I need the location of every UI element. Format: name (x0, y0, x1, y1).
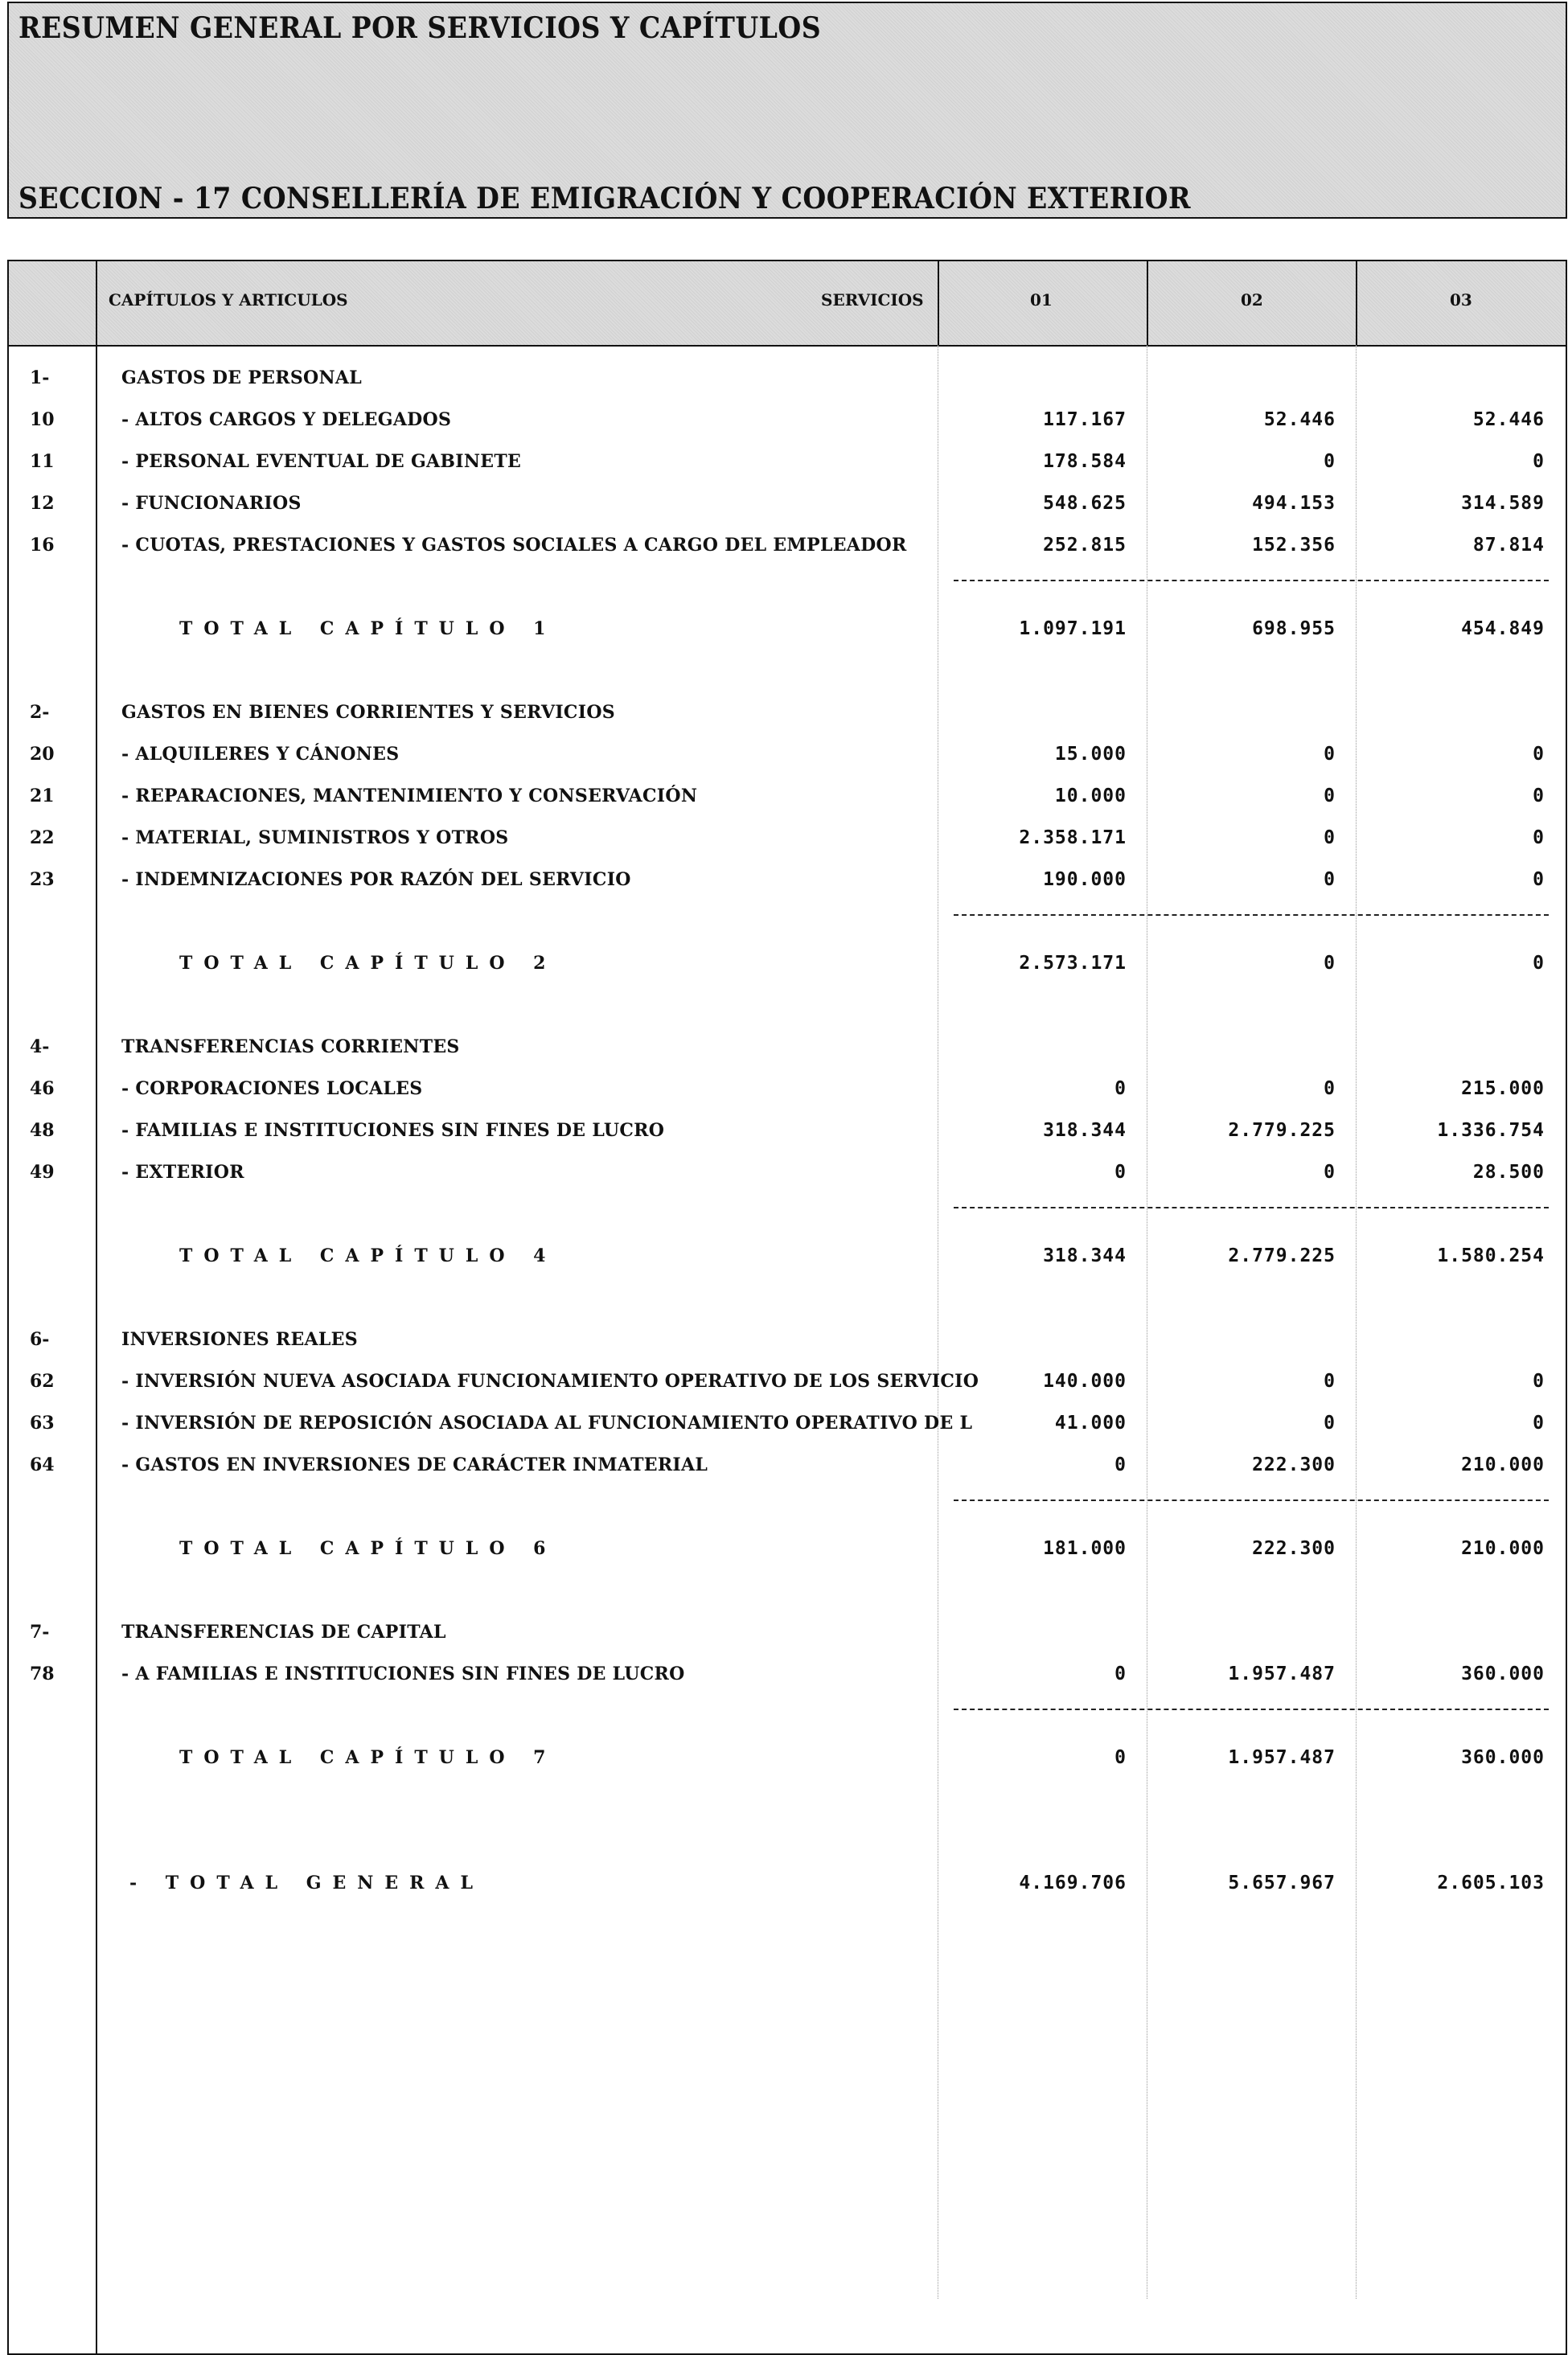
value-service-01: 252.815 (1043, 535, 1127, 556)
chapter-row (9, 1622, 1566, 1646)
table-row (9, 1371, 1566, 1395)
row-description: - PERSONAL EVENTUAL DE GABINETE (121, 451, 522, 472)
row-description: - EXTERIOR (121, 1162, 244, 1183)
row-description: TOTAL CAPÍTULO 1 (179, 618, 557, 639)
grand-row (9, 1873, 1566, 1897)
table-body (9, 261, 1566, 2353)
value-service-01: 41.000 (1054, 1413, 1127, 1434)
total-row (9, 1245, 1566, 1270)
row-code: 6- (30, 1329, 50, 1350)
row-code: 10 (30, 409, 55, 430)
row-description: - ALQUILERES Y CÁNONES (121, 744, 400, 765)
row-description: - ALTOS CARGOS Y DELEGADOS (121, 409, 452, 430)
table-row (9, 744, 1566, 768)
row-description: - REPARACIONES, MANTENIMIENTO Y CONSERVACIÓN (121, 786, 698, 806)
value-service-01: 117.167 (1043, 409, 1127, 430)
value-service-01: 548.625 (1043, 493, 1127, 514)
value-service-01: 0 (1114, 1454, 1127, 1475)
row-code: 78 (30, 1664, 55, 1684)
row-description: - MATERIAL, SUMINISTROS Y OTROS (121, 827, 509, 848)
value-service-01: 140.000 (1043, 1371, 1127, 1392)
row-description: - TOTAL GENERAL (129, 1873, 484, 1893)
value-service-01: 190.000 (1043, 869, 1127, 890)
subtotal-separator (954, 1207, 1549, 1208)
row-description: - CUOTAS, PRESTACIONES Y GASTOS SOCIALES A CARGO DEL EMPLEADOR (121, 535, 907, 556)
table-row (9, 1120, 1566, 1144)
table-row (9, 535, 1566, 559)
total-row (9, 618, 1566, 642)
value-service-01: 0 (1114, 1162, 1127, 1183)
value-service-03: 360.000 (1461, 1747, 1545, 1768)
row-description: - INVERSIÓN NUEVA ASOCIADA FUNCIONAMIENTO OPERATIVO DE LOS SERVICIO (121, 1371, 979, 1392)
value-service-01: 0 (1114, 1664, 1127, 1684)
row-code: 11 (30, 451, 55, 472)
row-description: TRANSFERENCIAS CORRIENTES (121, 1036, 460, 1057)
value-service-02: 0 (1324, 953, 1336, 974)
value-service-02: 0 (1324, 1078, 1336, 1099)
row-code: 64 (30, 1454, 55, 1475)
table-row (9, 1454, 1566, 1479)
column-header-01: 01 (1030, 290, 1053, 310)
value-service-03: 0 (1533, 869, 1545, 890)
subtotal-separator (954, 1709, 1549, 1710)
value-service-03: 0 (1533, 827, 1545, 848)
chapter-row (9, 367, 1566, 392)
column-header-03: 03 (1450, 290, 1472, 310)
table-row (9, 451, 1566, 475)
value-service-01: 178.584 (1043, 451, 1127, 472)
value-service-03: 454.849 (1461, 618, 1545, 639)
value-service-03: 0 (1533, 451, 1545, 472)
table-row (9, 1162, 1566, 1186)
table-row (9, 1078, 1566, 1102)
value-service-03: 0 (1533, 1371, 1545, 1392)
value-service-02: 0 (1324, 1162, 1336, 1183)
value-service-01: 0 (1114, 1747, 1127, 1768)
chapter-row (9, 1036, 1566, 1061)
chapters-header-label: CAPÍTULOS Y ARTICULOS (109, 290, 348, 310)
value-service-02: 2.779.225 (1228, 1120, 1336, 1141)
table-row (9, 827, 1566, 851)
row-code: 1- (30, 367, 50, 388)
value-service-02: 0 (1324, 827, 1336, 848)
row-description: TOTAL CAPÍTULO 7 (179, 1747, 557, 1768)
value-service-02: 222.300 (1252, 1538, 1336, 1559)
row-description: GASTOS DE PERSONAL (121, 367, 363, 388)
value-service-02: 1.957.487 (1228, 1747, 1336, 1768)
value-service-02: 0 (1324, 451, 1336, 472)
total-row (9, 953, 1566, 977)
value-service-02: 0 (1324, 786, 1336, 806)
value-service-01: 10.000 (1054, 786, 1127, 806)
services-header-label: SERVICIOS (821, 290, 924, 310)
table-row (9, 869, 1566, 893)
value-service-03: 0 (1533, 1413, 1545, 1434)
value-service-03: 2.605.103 (1437, 1873, 1545, 1893)
row-description: TOTAL CAPÍTULO 4 (179, 1245, 557, 1266)
row-code: 2- (30, 702, 50, 723)
row-description: GASTOS EN BIENES CORRIENTES Y SERVICIOS (121, 702, 615, 723)
value-service-01: 1.097.191 (1019, 618, 1127, 639)
total-row (9, 1747, 1566, 1771)
row-description: INVERSIONES REALES (121, 1329, 358, 1350)
row-description: - CORPORACIONES LOCALES (121, 1078, 423, 1099)
value-service-03: 52.446 (1472, 409, 1545, 430)
row-code: 22 (30, 827, 55, 848)
row-description: - FUNCIONARIOS (121, 493, 302, 514)
value-service-01: 2.573.171 (1019, 953, 1127, 974)
row-code: 20 (30, 744, 55, 765)
value-service-03: 1.336.754 (1437, 1120, 1545, 1141)
table-row (9, 786, 1566, 810)
value-service-02: 0 (1324, 869, 1336, 890)
subtotal-separator (954, 914, 1549, 916)
value-service-01: 15.000 (1054, 744, 1127, 765)
row-description: - GASTOS EN INVERSIONES DE CARÁCTER INMATERIAL (121, 1454, 708, 1475)
subtotal-separator (954, 580, 1549, 581)
row-description: - INVERSIÓN DE REPOSICIÓN ASOCIADA AL FUNCIONAMIENTO OPERATIVO DE L (121, 1413, 973, 1434)
table-row (9, 1413, 1566, 1437)
row-description: TOTAL CAPÍTULO 2 (179, 953, 557, 974)
budget-table (7, 260, 1567, 2355)
row-description: - FAMILIAS E INSTITUCIONES SIN FINES DE LUCRO (121, 1120, 665, 1141)
value-service-01: 318.344 (1043, 1245, 1127, 1266)
column-header-02: 02 (1241, 290, 1263, 310)
value-service-03: 215.000 (1461, 1078, 1545, 1099)
value-service-01: 2.358.171 (1019, 827, 1127, 848)
row-description: TOTAL CAPÍTULO 6 (179, 1538, 557, 1559)
row-description: - INDEMNIZACIONES POR RAZÓN DEL SERVICIO (121, 869, 631, 890)
value-service-02: 5.657.967 (1228, 1873, 1336, 1893)
row-code: 21 (30, 786, 55, 806)
value-service-02: 698.955 (1252, 618, 1336, 639)
value-service-01: 0 (1114, 1078, 1127, 1099)
value-service-02: 0 (1324, 744, 1336, 765)
value-service-02: 0 (1324, 1413, 1336, 1434)
row-code: 62 (30, 1371, 55, 1392)
value-service-03: 0 (1533, 744, 1545, 765)
value-service-03: 28.500 (1472, 1162, 1545, 1183)
value-service-03: 0 (1533, 786, 1545, 806)
value-service-03: 0 (1533, 953, 1545, 974)
section-title: SECCION - 17 CONSELLERÍA DE EMIGRACIÓN Y COOPERACIÓN EXTERIOR (18, 182, 1191, 215)
chapter-row (9, 702, 1566, 726)
subtotal-separator (954, 1500, 1549, 1501)
value-service-03: 87.814 (1472, 535, 1545, 556)
row-code: 48 (30, 1120, 55, 1141)
row-code: 12 (30, 493, 55, 514)
table-row (9, 1664, 1566, 1688)
value-service-03: 314.589 (1461, 493, 1545, 514)
row-code: 7- (30, 1622, 50, 1643)
value-service-01: 318.344 (1043, 1120, 1127, 1141)
row-code: 46 (30, 1078, 55, 1099)
value-service-02: 52.446 (1263, 409, 1336, 430)
value-service-03: 210.000 (1461, 1538, 1545, 1559)
row-description: TRANSFERENCIAS DE CAPITAL (121, 1622, 446, 1643)
row-description: - A FAMILIAS E INSTITUCIONES SIN FINES DE LUCRO (121, 1664, 685, 1684)
value-service-03: 360.000 (1461, 1664, 1545, 1684)
value-service-01: 4.169.706 (1019, 1873, 1127, 1893)
value-service-02: 2.779.225 (1228, 1245, 1336, 1266)
value-service-02: 152.356 (1252, 535, 1336, 556)
document-header (7, 2, 1567, 219)
row-code: 16 (30, 535, 55, 556)
value-service-01: 181.000 (1043, 1538, 1127, 1559)
chapter-row (9, 1329, 1566, 1353)
row-code: 63 (30, 1413, 55, 1434)
total-row (9, 1538, 1566, 1562)
value-service-03: 1.580.254 (1437, 1245, 1545, 1266)
row-code: 49 (30, 1162, 55, 1183)
table-row (9, 409, 1566, 433)
value-service-02: 0 (1324, 1371, 1336, 1392)
document-title: RESUMEN GENERAL POR SERVICIOS Y CAPÍTULOS (18, 11, 822, 45)
value-service-03: 210.000 (1461, 1454, 1545, 1475)
row-code: 23 (30, 869, 55, 890)
row-code: 4- (30, 1036, 50, 1057)
value-service-02: 494.153 (1252, 493, 1336, 514)
table-row (9, 493, 1566, 517)
value-service-02: 1.957.487 (1228, 1664, 1336, 1684)
value-service-02: 222.300 (1252, 1454, 1336, 1475)
